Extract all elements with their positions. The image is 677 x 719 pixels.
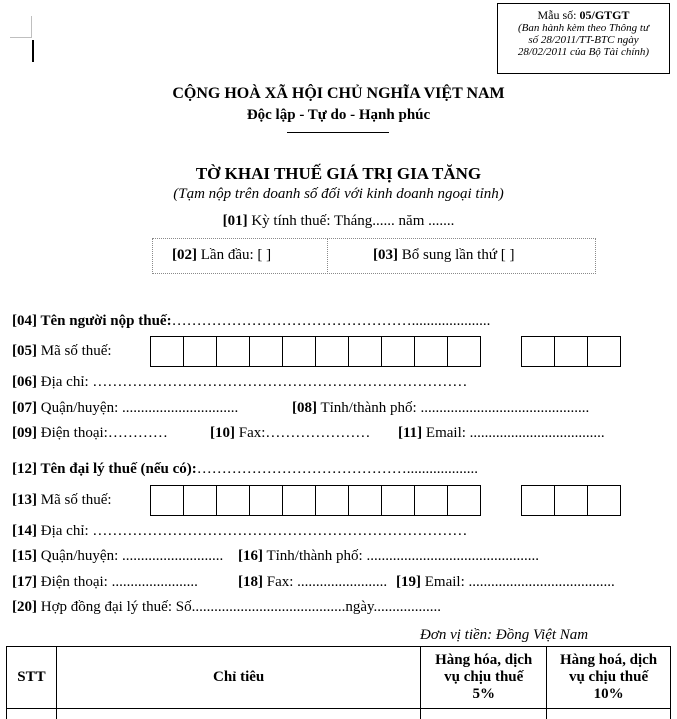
field-code: [06] <box>12 374 37 390</box>
national-title: CỘNG HOÀ XÃ HỘI CHỦ NGHĨA VIỆT NAM <box>172 85 505 102</box>
agent-contract-field[interactable] <box>12 599 441 616</box>
declaration-title: TỜ KHAI THUẾ GIÁ TRỊ GIA TĂNG <box>195 164 482 183</box>
field-label: Mã số thuế: <box>37 492 112 508</box>
taxpayer-fax-field[interactable] <box>210 425 370 442</box>
form-code-label: Mẫu số: <box>537 8 580 22</box>
field-code: [11] <box>398 425 423 441</box>
form-code-line <box>498 8 669 22</box>
taxpayer-address-field[interactable] <box>12 374 467 391</box>
taxpayer-district-field[interactable] <box>12 400 238 417</box>
tax-id-digit-cell[interactable] <box>554 485 588 516</box>
tax-id-digit-cell[interactable] <box>447 485 481 516</box>
text-cursor <box>32 40 34 62</box>
declaration-subtitle: (Tạm nộp trên doanh số đối với kinh doanh ngoại tỉnh) <box>173 186 504 202</box>
fill-in-dots: ……………………………………................... <box>196 461 478 477</box>
field-code: [04] <box>12 313 37 329</box>
field-text: Quận/huyện: ............................... <box>37 400 239 416</box>
form-issuance-line: 28/02/2011 của Bộ Tài chính) <box>517 46 650 58</box>
field-code: [08] <box>292 400 317 416</box>
tax-table <box>6 646 671 719</box>
taxpayer-name-field[interactable] <box>12 313 490 330</box>
taxpayer-province-field[interactable] <box>292 400 589 417</box>
column-header-line: 10% <box>593 686 624 702</box>
page-margin-mark <box>31 16 32 38</box>
tax-id-digit-cell[interactable] <box>587 485 621 516</box>
taxpayer-phone-field[interactable] <box>12 425 168 442</box>
field-text: Tỉnh/thành phố: ............................................. <box>317 400 590 416</box>
motto-underline <box>287 132 389 133</box>
field-text: Địa chỉ: ………………………………………………………………… <box>37 523 468 539</box>
field-code: [14] <box>12 523 37 539</box>
agent-email-field[interactable] <box>396 574 615 591</box>
taxpayer-tax-id-label <box>12 343 112 360</box>
field-code: [12] <box>12 461 37 477</box>
column-header-line: vụ chịu thuế <box>568 669 649 685</box>
agent-phone-field[interactable] <box>12 574 198 591</box>
tax-id-digit-cell[interactable] <box>554 336 588 367</box>
column-header-line: Hàng hoá, dịch <box>560 652 658 668</box>
field-code: [15] <box>12 548 37 564</box>
tax-id-digit-cell[interactable] <box>183 336 217 367</box>
field-text: Hợp đồng đại lý thuế: Số.........................................ngày.................. <box>37 599 442 615</box>
field-code: [16] <box>238 548 263 564</box>
column-header-line: vụ chịu thuế <box>444 669 524 685</box>
agent-tax-id-label <box>12 492 112 509</box>
field-code: [07] <box>12 400 37 416</box>
tax-id-digit-cell[interactable] <box>315 336 349 367</box>
field-text: Fax:………………… <box>235 425 371 441</box>
column-header-indicator: Chỉ tiêu <box>56 647 420 709</box>
tax-id-digit-cell[interactable] <box>521 485 555 516</box>
tax-id-digit-cell[interactable] <box>150 485 184 516</box>
field-text: Email: ....................................... <box>421 574 615 590</box>
field-code: [09] <box>12 425 37 441</box>
first-time-text: Lần đầu: [ ] <box>197 247 272 263</box>
tax-id-digit-cell[interactable] <box>414 336 448 367</box>
table-row <box>7 709 671 719</box>
field-text: Email: .................................... <box>422 425 605 441</box>
table-cell <box>547 709 671 719</box>
form-issuance-line: số 28/2011/TT-BTC ngày <box>528 34 639 46</box>
field-code: [02] <box>172 247 197 263</box>
field-label: Mã số thuế: <box>37 343 112 359</box>
field-text: Fax: ........................ <box>263 574 388 590</box>
table-cell <box>421 709 547 719</box>
form-code-box <box>497 3 670 74</box>
national-motto: Độc lập - Tự do - Hạnh phúc <box>246 107 431 123</box>
currency-note: Đơn vị tiền: Đồng Việt Nam <box>420 627 589 643</box>
table-cell <box>7 709 57 719</box>
tax-id-digit-cell[interactable] <box>216 485 250 516</box>
supplement-field[interactable] <box>373 247 514 264</box>
field-code: [13] <box>12 492 37 508</box>
field-text: Quận/huyện: ........................... <box>37 548 224 564</box>
agent-tax-id-cells[interactable] <box>150 485 481 516</box>
taxpayer-branch-code-cells[interactable] <box>521 336 621 367</box>
field-code: [18] <box>238 574 263 590</box>
form-issuance-line: (Ban hành kèm theo Thông tư <box>518 22 649 34</box>
field-text: Tỉnh/thành phố: .............................................. <box>263 548 539 564</box>
tax-id-digit-cell[interactable] <box>282 336 316 367</box>
agent-name-field[interactable] <box>12 461 478 478</box>
field-code: [03] <box>373 247 398 263</box>
field-code: [17] <box>12 574 37 590</box>
tax-id-digit-cell[interactable] <box>414 485 448 516</box>
first-time-field[interactable] <box>172 247 271 264</box>
column-header-line: 5% <box>472 686 495 702</box>
field-text: Địa chỉ: ………………………………………………………………… <box>37 374 468 390</box>
tax-id-digit-cell[interactable] <box>183 485 217 516</box>
column-header-stt: STT <box>7 647 57 709</box>
tax-id-digit-cell[interactable] <box>249 336 283 367</box>
field-code: [10] <box>210 425 235 441</box>
agent-address-field[interactable] <box>12 523 467 540</box>
agent-district-field[interactable] <box>12 548 223 565</box>
column-header-line: Hàng hóa, dịch <box>435 652 533 668</box>
field-code: [01] <box>222 213 248 229</box>
tax-id-digit-cell[interactable] <box>587 336 621 367</box>
tax-id-digit-cell[interactable] <box>381 336 415 367</box>
tax-id-digit-cell[interactable] <box>447 336 481 367</box>
column-header-rate-10 <box>547 647 671 709</box>
tax-id-digit-cell[interactable] <box>521 336 555 367</box>
tax-id-digit-cell[interactable] <box>315 485 349 516</box>
tax-period-line <box>0 213 677 230</box>
field-text: Điện thoại:………… <box>37 425 168 441</box>
tax-id-digit-cell[interactable] <box>348 336 382 367</box>
supplement-text: Bổ sung lần thứ [ ] <box>398 247 515 263</box>
filing-type-divider <box>327 238 329 274</box>
agent-branch-code-cells[interactable] <box>521 485 621 516</box>
table-header-row <box>7 647 671 709</box>
field-code: [05] <box>12 343 37 359</box>
field-code: [20] <box>12 599 37 615</box>
agent-fax-field[interactable] <box>238 574 387 591</box>
agent-province-field[interactable] <box>238 548 539 565</box>
tax-id-digit-cell[interactable] <box>282 485 316 516</box>
fill-in-dots: …………………………………………..................... <box>171 313 491 329</box>
form-code: 05/GTGT <box>579 8 630 22</box>
tax-period-text[interactable]: Kỳ tính thuế: Tháng...... năm ....... <box>247 213 455 229</box>
column-header-rate-5 <box>421 647 547 709</box>
page-margin-mark <box>10 37 32 38</box>
field-text: Điện thoại: ....................... <box>37 574 198 590</box>
tax-id-digit-cell[interactable] <box>150 336 184 367</box>
tax-id-digit-cell[interactable] <box>348 485 382 516</box>
field-code: [19] <box>396 574 421 590</box>
tax-id-digit-cell[interactable] <box>249 485 283 516</box>
field-label: Tên đại lý thuế (nếu có): <box>37 461 197 477</box>
field-label: Tên người nộp thuế: <box>37 313 172 329</box>
table-cell <box>56 709 420 719</box>
taxpayer-email-field[interactable] <box>398 425 605 442</box>
taxpayer-tax-id-cells[interactable] <box>150 336 481 367</box>
tax-id-digit-cell[interactable] <box>381 485 415 516</box>
tax-id-digit-cell[interactable] <box>216 336 250 367</box>
